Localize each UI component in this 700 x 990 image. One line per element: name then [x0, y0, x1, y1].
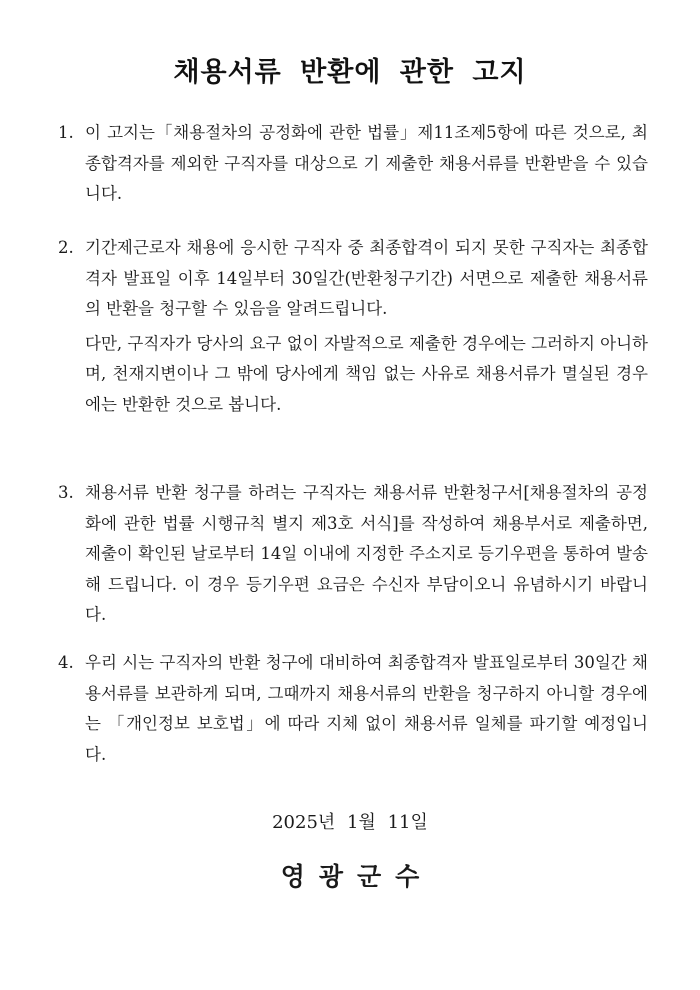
signer-name: 영광군수: [280, 862, 434, 891]
item-number: 2.: [58, 238, 74, 257]
item-paragraph: 기간제근로자 채용에 응시한 구직자 중 최종합격이 되지 못한 구직자는 최종합격자 발표일 이후 14일부터 30일간(반환청구기간) 서면으로 제출한 채용서류의 반환을 청구할 수 있음을 알려드립니다.: [85, 238, 648, 318]
issue-date: 2025년 1월 11일: [272, 812, 428, 833]
item-number: 3.: [58, 483, 74, 502]
item-number: 4.: [58, 653, 74, 672]
item-paragraph: 채용서류 반환 청구를 하려는 구직자는 채용서류 반환청구서[채용절차의 공정화에 관한 법률 시행규칙 별지 제3호 서식]를 작성하여 채용부서로 제출하면, 제출이 확인된 날로부터 14일 이내에 지정한 주소지로 등기우편을 통하여 발송해 드립니다. 이 경우 등기우편 요금은 수신자 부담이오니 유념하시기 바랍니다.: [85, 483, 648, 624]
notice-item-3: [58, 478, 648, 631]
document-title: 채용서류 반환에 관한 고지: [173, 57, 527, 88]
item-sub-paragraph: 다만, 구직자가 당사의 요구 없이 자발적으로 제출한 경우에는 그러하지 아니하며, 천재지변이나 그 밖에 당사에게 책임 없는 사유로 채용서류가 멸실된 경우에는 반환한 것으로 봅니다.: [85, 333, 648, 414]
item-number: 1.: [58, 123, 74, 142]
notice-item-4: [58, 648, 648, 770]
item-paragraph: 이 고지는「채용절차의 공정화에 관한 법률」제11조제5항에 따른 것으로, 최종합격자를 제외한 구직자를 대상으로 기 제출한 채용서류를 반환받을 수 있습니다.: [85, 123, 648, 203]
notice-item-1: [58, 118, 648, 210]
item-paragraph: 우리 시는 구직자의 반환 청구에 대비하여 최종합격자 발표일로부터 30일간 채용서류를 보관하게 되며, 그때까지 채용서류의 반환을 청구하지 아니할 경우에는 「개인정보 보호법」에 따라 지체 없이 채용서류 일체를 파기할 예정입니다.: [85, 653, 648, 764]
notice-item-2: [58, 233, 648, 420]
